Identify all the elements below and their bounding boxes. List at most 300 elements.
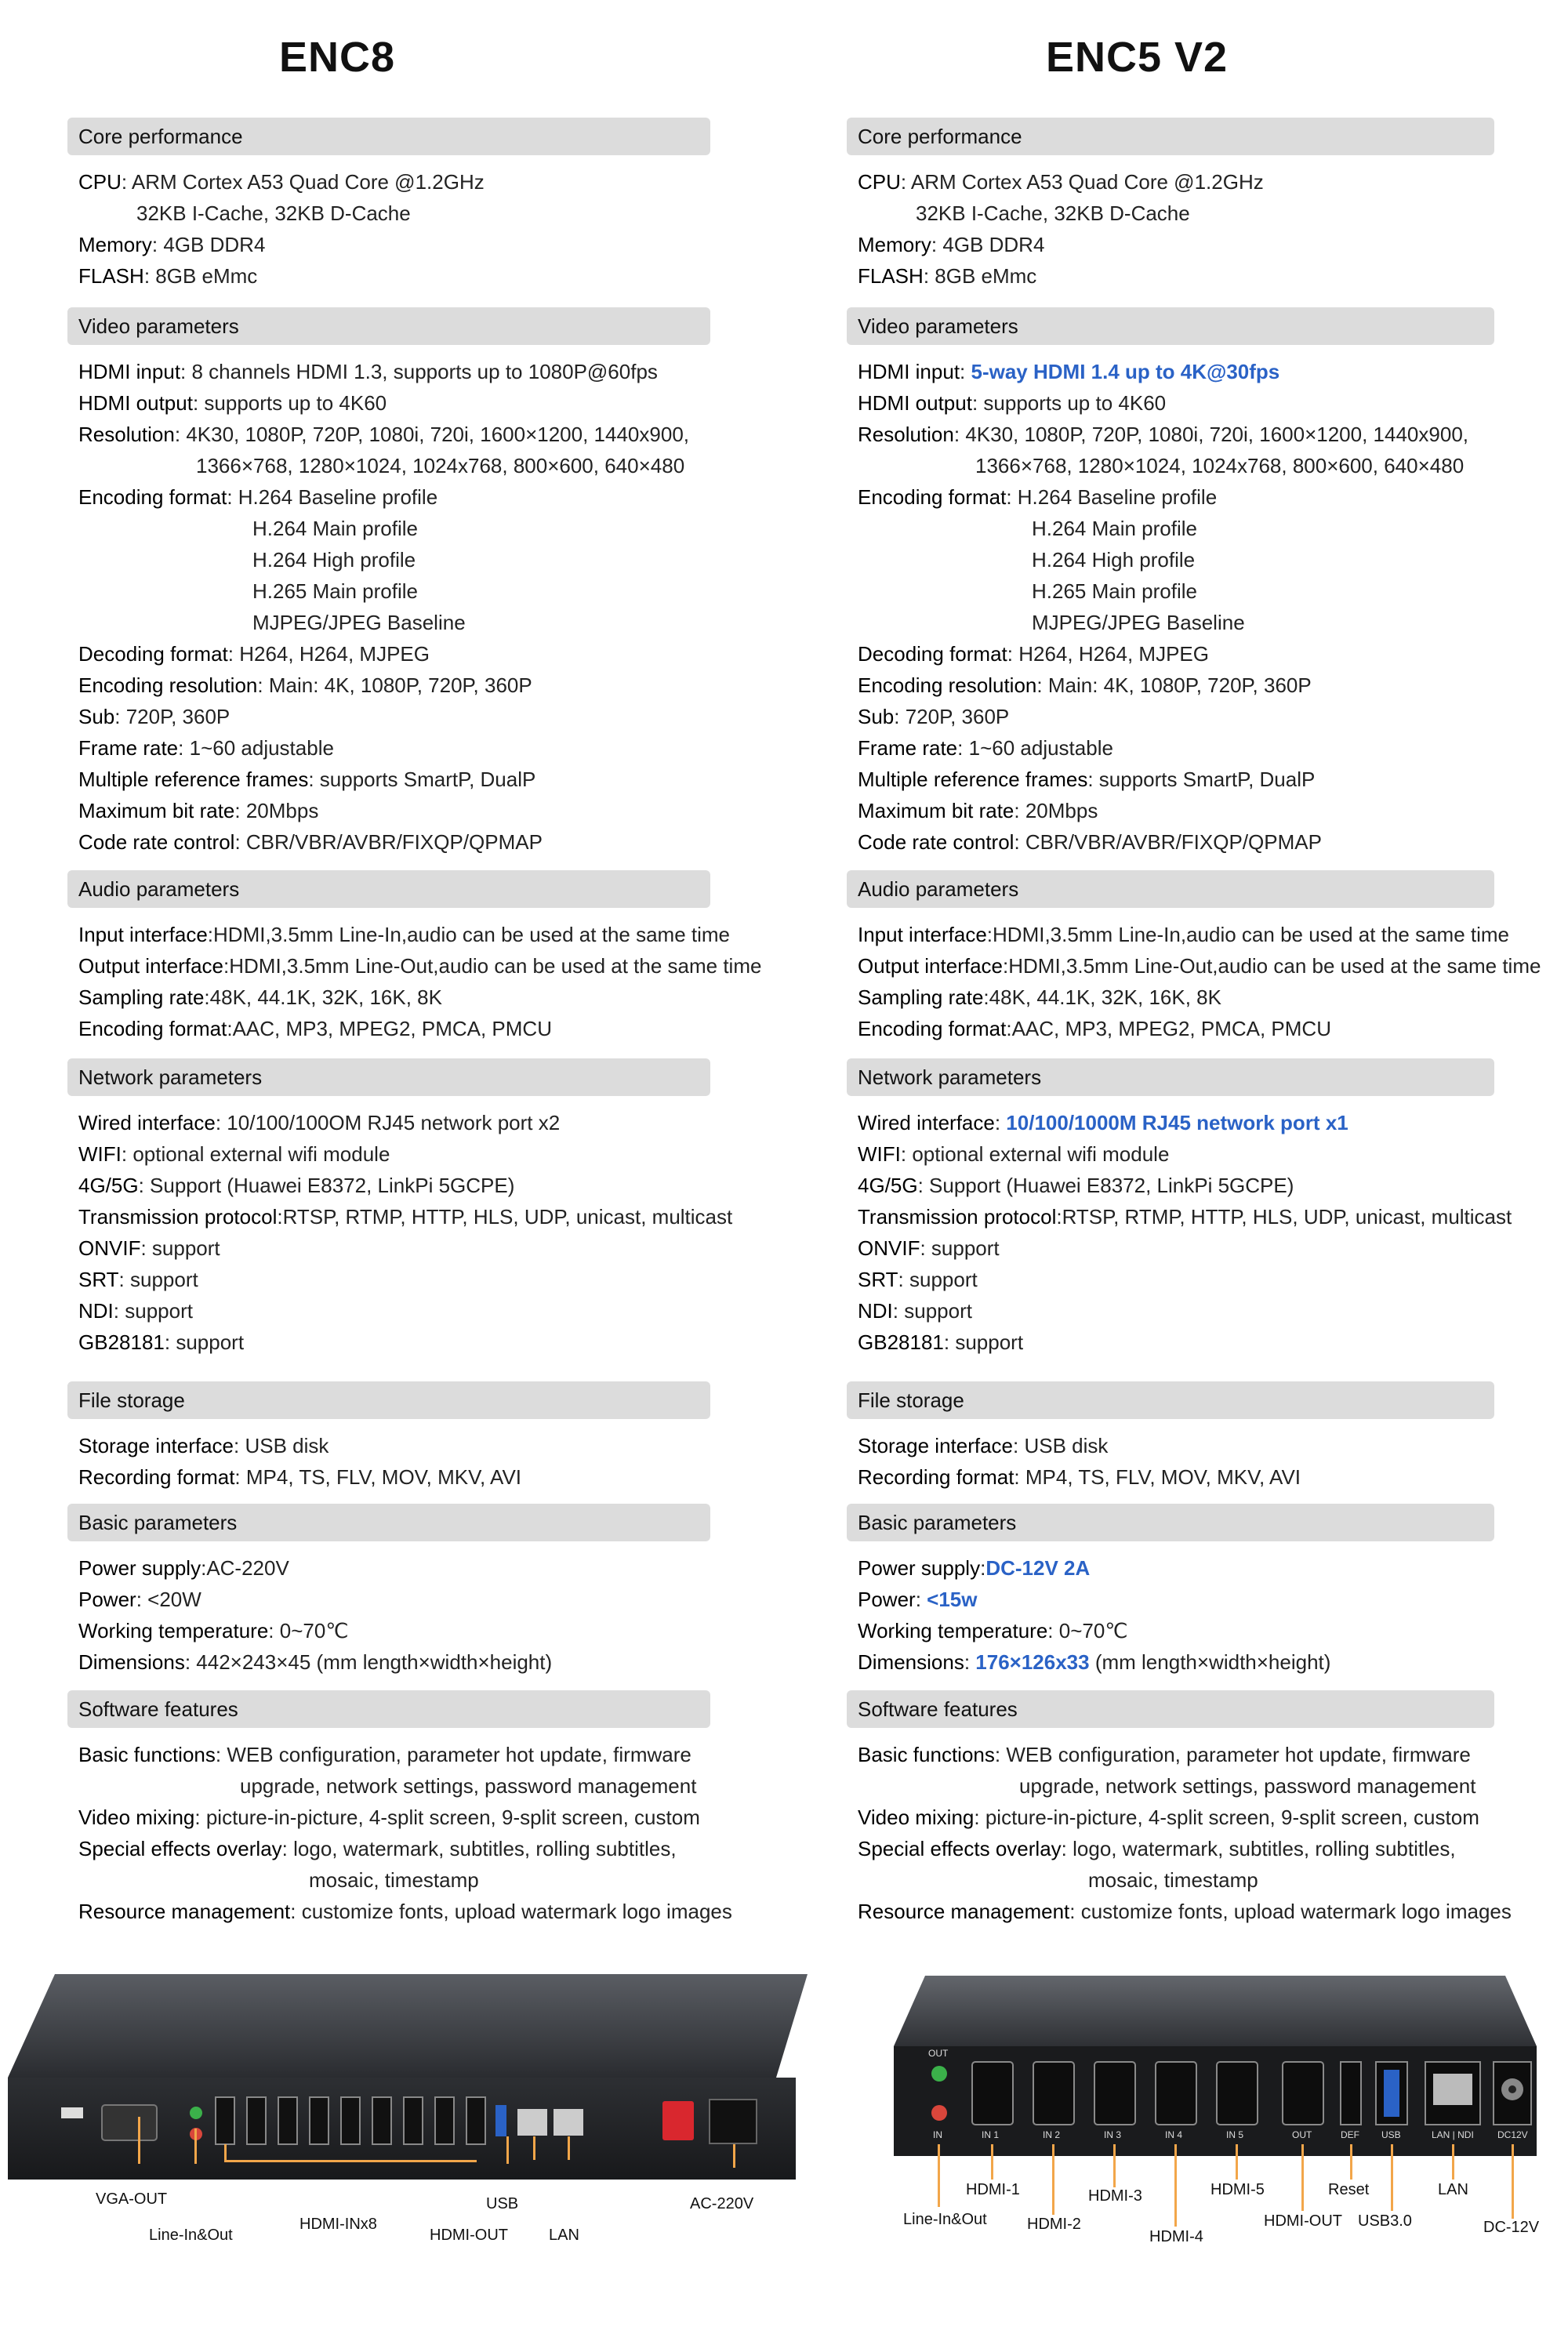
spec-value: mosaic, timestamp bbox=[1088, 1868, 1258, 1892]
spec-value: customize fonts, upload watermark logo images bbox=[1080, 1900, 1512, 1923]
hdmi-out-label: HDMI-OUT bbox=[1264, 2212, 1342, 2230]
spec-separator: : bbox=[227, 642, 240, 666]
spec-separator: : bbox=[257, 673, 269, 697]
spec-separator: : bbox=[953, 423, 966, 446]
spec-separator: : bbox=[1014, 830, 1025, 854]
spec-separator: : bbox=[184, 1650, 197, 1674]
spec-key: Frame rate bbox=[78, 736, 179, 760]
spec-row bbox=[78, 1170, 732, 1201]
spec-row bbox=[858, 1201, 1512, 1232]
spec-row bbox=[78, 1552, 710, 1584]
spec-separator: : bbox=[915, 1588, 927, 1611]
spec-row bbox=[78, 1107, 732, 1138]
spec-key: Special effects overlay bbox=[858, 1837, 1062, 1860]
spec-key: Encoding format bbox=[858, 1017, 1007, 1040]
spec-row bbox=[78, 795, 710, 826]
spec-row bbox=[858, 919, 1541, 950]
spec-value: 442×243×45 (mm length×width×height) bbox=[196, 1650, 553, 1674]
spec-row bbox=[858, 1739, 1512, 1770]
spec-row bbox=[78, 1833, 732, 1864]
spec-row bbox=[858, 638, 1494, 670]
spec-row bbox=[78, 198, 710, 229]
spec-value: MP4, TS, FLV, MOV, MKV, AVI bbox=[245, 1465, 522, 1489]
spec-value: H264, H264, MJPEG bbox=[1018, 642, 1209, 666]
spec-separator: : bbox=[923, 264, 935, 288]
spec-row bbox=[858, 1430, 1494, 1461]
spec-value: H.264 High profile bbox=[252, 548, 416, 572]
spec-separator: : bbox=[281, 1837, 294, 1860]
spec-key: Wired interface bbox=[858, 1111, 995, 1134]
spec-value: 10/100/1000M RJ45 network port x1 bbox=[1006, 1111, 1348, 1134]
spec-key: Code rate control bbox=[78, 830, 235, 854]
spec-row bbox=[858, 356, 1494, 387]
spec-value: support bbox=[904, 1299, 972, 1323]
spec-row bbox=[78, 1770, 732, 1802]
spec-row bbox=[858, 1615, 1494, 1646]
spec-separator: : bbox=[983, 985, 989, 1009]
section-header: Video parameters bbox=[67, 307, 710, 345]
spec-row bbox=[858, 950, 1541, 982]
spec-value: support bbox=[151, 1236, 220, 1260]
spec-value: 1366×768, 1280×1024, 1024x768, 800×600, 640×480 bbox=[196, 454, 685, 477]
spec-value: H.265 Main profile bbox=[1032, 579, 1197, 603]
spec-separator: : bbox=[974, 1806, 985, 1829]
spec-key: Decoding format bbox=[858, 642, 1007, 666]
spec-key: FLASH bbox=[858, 264, 924, 288]
section-header: File storage bbox=[847, 1381, 1494, 1419]
enc5v2-device-image bbox=[784, 1976, 1568, 2274]
spec-row bbox=[858, 1327, 1512, 1358]
panel-usb-label: USB bbox=[1381, 2129, 1401, 2140]
spec-separator: : bbox=[138, 1174, 151, 1197]
spec-separator: : bbox=[174, 423, 187, 446]
spec-value: mosaic, timestamp bbox=[309, 1868, 479, 1892]
spec-separator: : bbox=[1014, 1465, 1025, 1489]
spec-row bbox=[78, 732, 710, 764]
spec-rows bbox=[67, 1107, 732, 1358]
spec-separator: : bbox=[917, 1174, 930, 1197]
spec-row bbox=[78, 544, 710, 575]
spec-separator: : bbox=[892, 1299, 905, 1323]
spec-row bbox=[78, 387, 710, 419]
spec-value: 48K, 44.1K, 32K, 16K, 8K bbox=[209, 985, 442, 1009]
spec-value: HDMI,3.5mm Line-Out,audio can be used at the same time bbox=[229, 954, 762, 978]
spec-separator: : bbox=[207, 923, 214, 946]
spec-row bbox=[78, 1430, 710, 1461]
spec-value: H.265 Main profile bbox=[252, 579, 418, 603]
spec-section bbox=[847, 1058, 1512, 1358]
spec-key: Decoding format bbox=[78, 642, 228, 666]
spec-value: picture-in-picture, 4-split screen, 9-split screen, custom bbox=[985, 1806, 1479, 1829]
spec-separator: : bbox=[114, 705, 126, 728]
spec-separator: : bbox=[194, 1806, 206, 1829]
spec-key: Encoding format bbox=[78, 1017, 227, 1040]
spec-key: Output interface bbox=[858, 954, 1003, 978]
spec-value: HDMI,3.5mm Line-Out,audio can be used at the same time bbox=[1008, 954, 1541, 978]
spec-key: 4G/5G bbox=[858, 1174, 918, 1197]
spec-value: optional external wifi module bbox=[132, 1142, 390, 1166]
spec-value: 0~70℃ bbox=[1058, 1619, 1128, 1642]
spec-row bbox=[858, 1170, 1512, 1201]
spec-value: 8GB eMmc bbox=[155, 264, 258, 288]
spec-row bbox=[858, 1107, 1512, 1138]
spec-separator: : bbox=[1061, 1837, 1073, 1860]
hdmi3-label: HDMI-3 bbox=[1088, 2187, 1142, 2205]
spec-value: 10/100/100OM RJ45 network port x2 bbox=[227, 1111, 561, 1134]
spec-key: Encoding resolution bbox=[78, 673, 258, 697]
spec-key: WIFI bbox=[78, 1142, 122, 1166]
spec-value: MP4, TS, FLV, MOV, MKV, AVI bbox=[1025, 1465, 1301, 1489]
spec-key: GB28181 bbox=[858, 1330, 944, 1354]
spec-value: H.264 Baseline profile bbox=[238, 485, 438, 509]
spec-value: DC-12V 2A bbox=[985, 1556, 1091, 1580]
spec-key: ONVIF bbox=[858, 1236, 920, 1260]
spec-rows bbox=[847, 1552, 1494, 1678]
spec-row bbox=[858, 1552, 1494, 1584]
spec-value: 720P, 360P bbox=[125, 705, 230, 728]
panel-out2-label: OUT bbox=[1292, 2129, 1312, 2140]
spec-key: Recording format bbox=[78, 1465, 235, 1489]
spec-key: Basic functions bbox=[858, 1743, 995, 1766]
spec-value: 720P, 360P bbox=[905, 705, 1010, 728]
spec-key: Transmission protocol bbox=[858, 1205, 1057, 1229]
spec-separator: : bbox=[960, 360, 971, 383]
spec-separator: : bbox=[234, 1465, 246, 1489]
spec-value: supports SmartP, DualP bbox=[319, 768, 536, 791]
spec-separator: : bbox=[121, 1142, 133, 1166]
usb-label: USB bbox=[486, 2195, 519, 2212]
spec-value: HDMI,3.5mm Line-In,audio can be used at the same time bbox=[213, 923, 731, 946]
spec-separator: : bbox=[943, 1330, 956, 1354]
spec-value: support bbox=[931, 1236, 1000, 1260]
spec-row bbox=[858, 166, 1494, 198]
spec-row bbox=[78, 1264, 732, 1295]
section-header: Audio parameters bbox=[847, 870, 1494, 908]
spec-separator: : bbox=[1007, 642, 1019, 666]
spec-row bbox=[858, 701, 1494, 732]
spec-separator: : bbox=[215, 1111, 227, 1134]
spec-row bbox=[858, 982, 1541, 1013]
spec-separator: : bbox=[308, 768, 320, 791]
spec-value: 32KB I-Cache, 32KB D-Cache bbox=[916, 201, 1190, 225]
section-header: Software features bbox=[67, 1690, 710, 1728]
spec-key: NDI bbox=[858, 1299, 893, 1323]
spec-row bbox=[78, 481, 710, 513]
spec-section bbox=[847, 1690, 1512, 1927]
spec-separator: : bbox=[898, 1268, 909, 1291]
spec-row bbox=[78, 419, 710, 450]
spec-row bbox=[858, 229, 1494, 260]
spec-value: USB disk bbox=[245, 1434, 329, 1457]
spec-separator: : bbox=[234, 1434, 245, 1457]
spec-value: Main: 4K, 1080P, 720P, 360P bbox=[268, 673, 532, 697]
panel-dc12-label: DC12V bbox=[1497, 2129, 1528, 2140]
spec-value: 176×126x33 bbox=[975, 1650, 1090, 1674]
spec-row bbox=[78, 764, 710, 795]
section-header: Basic parameters bbox=[67, 1504, 710, 1541]
spec-rows bbox=[67, 356, 710, 858]
spec-separator: : bbox=[994, 1111, 1007, 1134]
spec-row bbox=[78, 513, 710, 544]
spec-separator: : bbox=[971, 391, 984, 415]
spec-row bbox=[858, 513, 1494, 544]
spec-row bbox=[78, 950, 761, 982]
spec-separator: : bbox=[900, 170, 911, 194]
spec-key: Power supply bbox=[78, 1556, 201, 1580]
spec-key: Code rate control bbox=[858, 830, 1014, 854]
hdmi5-label: HDMI-5 bbox=[1210, 2181, 1265, 2198]
spec-section bbox=[67, 118, 710, 292]
spec-value: MJPEG/JPEG Baseline bbox=[1032, 611, 1245, 634]
spec-key: Power bbox=[78, 1588, 136, 1611]
panel-out-label: OUT bbox=[928, 2048, 949, 2059]
spec-key: CPU bbox=[78, 170, 122, 194]
usb3-label: USB3.0 bbox=[1358, 2212, 1412, 2230]
spec-row bbox=[78, 1013, 761, 1044]
spec-separator: : bbox=[900, 1142, 913, 1166]
spec-row bbox=[78, 1802, 732, 1833]
spec-row bbox=[858, 1770, 1512, 1802]
spec-key: Transmission protocol bbox=[78, 1205, 278, 1229]
spec-key: Frame rate bbox=[858, 736, 958, 760]
spec-row bbox=[858, 1232, 1512, 1264]
spec-value: 1366×768, 1280×1024, 1024x768, 800×600, 640×480 bbox=[975, 454, 1465, 477]
spec-value: HDMI,3.5mm Line-In,audio can be used at the same time bbox=[993, 923, 1510, 946]
spec-value: WEB configuration, parameter hot update, firmware bbox=[1006, 1743, 1471, 1766]
enc5v2-rear-panel bbox=[784, 1976, 1568, 2172]
spec-key: Special effects overlay bbox=[78, 1837, 282, 1860]
spec-separator: : bbox=[980, 1556, 986, 1580]
spec-separator: : bbox=[957, 736, 969, 760]
spec-row bbox=[858, 1802, 1512, 1833]
spec-key: Working temperature bbox=[858, 1619, 1048, 1642]
spec-section bbox=[67, 307, 710, 858]
spec-row bbox=[858, 419, 1494, 450]
section-header: Audio parameters bbox=[67, 870, 710, 908]
spec-rows bbox=[847, 919, 1541, 1044]
spec-key: Power supply bbox=[858, 1556, 981, 1580]
panel-in3-label: IN 3 bbox=[1104, 2129, 1122, 2140]
spec-row bbox=[78, 607, 710, 638]
spec-key: ONVIF bbox=[78, 1236, 141, 1260]
section-header: Video parameters bbox=[847, 307, 1494, 345]
spec-key: 4G/5G bbox=[78, 1174, 139, 1197]
spec-key: GB28181 bbox=[78, 1330, 165, 1354]
spec-key: Storage interface bbox=[858, 1434, 1014, 1457]
spec-key: Video mixing bbox=[78, 1806, 195, 1829]
spec-key: Working temperature bbox=[78, 1619, 269, 1642]
spec-value: 1~60 adjustable bbox=[189, 736, 334, 760]
panel-in4-label: IN 4 bbox=[1165, 2129, 1183, 2140]
spec-key: Wired interface bbox=[78, 1111, 216, 1134]
spec-value: customize fonts, upload watermark logo images bbox=[301, 1900, 732, 1923]
spec-value: 48K, 44.1K, 32K, 16K, 8K bbox=[989, 985, 1221, 1009]
spec-key: Dimensions bbox=[78, 1650, 185, 1674]
spec-value: 20Mbps bbox=[1025, 799, 1098, 822]
spec-separator: : bbox=[920, 1236, 931, 1260]
spec-separator: : bbox=[1036, 673, 1048, 697]
spec-key: Dimensions bbox=[858, 1650, 964, 1674]
spec-key: Resource management bbox=[78, 1900, 291, 1923]
spec-key: HDMI output bbox=[858, 391, 972, 415]
spec-separator: : bbox=[268, 1619, 280, 1642]
panel-in1-label: IN 1 bbox=[982, 2129, 1000, 2140]
spec-rows bbox=[67, 1430, 710, 1493]
spec-key: Sampling rate bbox=[78, 985, 205, 1009]
spec-row bbox=[78, 166, 710, 198]
spec-key: Sub bbox=[858, 705, 895, 728]
spec-value: ARM Cortex A53 Quad Core @1.2GHz bbox=[910, 170, 1264, 194]
spec-value: optional external wifi module bbox=[912, 1142, 1170, 1166]
reset-label: Reset bbox=[1328, 2181, 1370, 2198]
spec-value: AAC, MP3, MPEG2, PMCA, PMCU bbox=[232, 1017, 552, 1040]
line-in-out-label: Line-In&Out bbox=[149, 2227, 233, 2244]
spec-value: 0~70℃ bbox=[279, 1619, 349, 1642]
spec-value: 1~60 adjustable bbox=[968, 736, 1113, 760]
spec-value: 8GB eMmc bbox=[935, 264, 1037, 288]
spec-value: AAC, MP3, MPEG2, PMCA, PMCU bbox=[1011, 1017, 1331, 1040]
spec-row bbox=[78, 1864, 732, 1896]
spec-value: upgrade, network settings, password management bbox=[240, 1774, 697, 1798]
section-header: Core performance bbox=[67, 118, 710, 155]
spec-row bbox=[858, 1833, 1512, 1864]
spec-key: Memory bbox=[858, 233, 931, 256]
spec-separator: : bbox=[136, 1588, 148, 1611]
spec-value: 4GB DDR4 bbox=[942, 233, 1045, 256]
spec-row bbox=[78, 1138, 732, 1170]
spec-section bbox=[847, 118, 1494, 292]
spec-row bbox=[78, 638, 710, 670]
spec-value: H.264 Main profile bbox=[1032, 517, 1197, 540]
spec-value: ARM Cortex A53 Quad Core @1.2GHz bbox=[131, 170, 485, 194]
spec-rows bbox=[847, 1107, 1512, 1358]
spec-key: Maximum bit rate bbox=[78, 799, 235, 822]
spec-row bbox=[858, 1584, 1494, 1615]
spec-separator: : bbox=[277, 1205, 283, 1229]
spec-separator: : bbox=[1013, 1434, 1025, 1457]
spec-key: SRT bbox=[858, 1268, 898, 1291]
spec-row bbox=[78, 1896, 732, 1927]
spec-key: Video mixing bbox=[858, 1806, 975, 1829]
spec-row bbox=[78, 229, 710, 260]
spec-value: RTSP, RTMP, HTTP, HLS, UDP, unicast, multicast bbox=[282, 1205, 733, 1229]
spec-value: upgrade, network settings, password management bbox=[1019, 1774, 1476, 1798]
spec-value: supports up to 4K60 bbox=[983, 391, 1167, 415]
spec-rows bbox=[847, 1739, 1512, 1927]
spec-value: MJPEG/JPEG Baseline bbox=[252, 611, 466, 634]
spec-row bbox=[858, 607, 1494, 638]
spec-separator: : bbox=[201, 1556, 207, 1580]
spec-row bbox=[78, 260, 710, 292]
spec-separator: : bbox=[1047, 1619, 1059, 1642]
spec-key: CPU bbox=[858, 170, 901, 194]
spec-separator: : bbox=[1014, 799, 1025, 822]
section-header: Core performance bbox=[847, 118, 1494, 155]
spec-row bbox=[858, 795, 1494, 826]
spec-value: H264, H264, MJPEG bbox=[239, 642, 430, 666]
spec-key: Resolution bbox=[858, 423, 954, 446]
spec-value: support bbox=[125, 1299, 193, 1323]
model-title: ENC8 bbox=[278, 34, 396, 81]
spec-row bbox=[78, 1584, 710, 1615]
spec-row bbox=[858, 1264, 1512, 1295]
spec-separator: : bbox=[151, 233, 164, 256]
spec-key: Multiple reference frames bbox=[78, 768, 309, 791]
spec-row bbox=[78, 982, 761, 1013]
spec-value: AC-220V bbox=[206, 1556, 289, 1580]
spec-value: H.264 High profile bbox=[1032, 548, 1196, 572]
section-header: Network parameters bbox=[847, 1058, 1494, 1096]
spec-section bbox=[67, 1690, 732, 1927]
spec-value: 8 channels HDMI 1.3, supports up to 1080P@60fps bbox=[191, 360, 658, 383]
spec-row bbox=[858, 1646, 1494, 1678]
hdmi4-label: HDMI-4 bbox=[1149, 2228, 1203, 2245]
panel-in-label: IN bbox=[933, 2129, 942, 2140]
spec-row bbox=[78, 1646, 710, 1678]
spec-separator: : bbox=[1003, 954, 1009, 978]
spec-row bbox=[78, 1461, 710, 1493]
spec-value: 4K30, 1080P, 720P, 1080i, 720i, 1600×1200, 1440x900, bbox=[186, 423, 689, 446]
spec-key: Input interface bbox=[858, 923, 987, 946]
section-header: File storage bbox=[67, 1381, 710, 1419]
spec-key: Resource management bbox=[858, 1900, 1070, 1923]
spec-value: <15w bbox=[927, 1588, 978, 1611]
spec-key: HDMI input bbox=[78, 360, 181, 383]
spec-key: Resolution bbox=[78, 423, 175, 446]
line-in-out-label: Line-In&Out bbox=[903, 2211, 987, 2228]
spec-row bbox=[78, 1615, 710, 1646]
spec-value: supports up to 4K60 bbox=[204, 391, 387, 415]
spec-separator: : bbox=[227, 1017, 233, 1040]
spec-section bbox=[847, 1504, 1494, 1678]
spec-section bbox=[67, 1504, 710, 1678]
spec-row bbox=[78, 1327, 732, 1358]
spec-section bbox=[67, 870, 761, 1044]
spec-key: FLASH bbox=[78, 264, 144, 288]
spec-row bbox=[858, 387, 1494, 419]
spec-separator: : bbox=[1087, 768, 1099, 791]
spec-row bbox=[858, 732, 1494, 764]
spec-row bbox=[858, 481, 1494, 513]
model-title: ENC5 V2 bbox=[1045, 34, 1229, 81]
spec-section bbox=[67, 1058, 732, 1358]
spec-separator: : bbox=[227, 485, 238, 509]
spec-key: Power bbox=[858, 1588, 916, 1611]
spec-separator: : bbox=[113, 1299, 125, 1323]
spec-value: 4GB DDR4 bbox=[163, 233, 266, 256]
spec-row bbox=[858, 1864, 1512, 1896]
spec-key: Storage interface bbox=[78, 1434, 234, 1457]
spec-separator: : bbox=[234, 830, 246, 854]
spec-separator: : bbox=[964, 1650, 976, 1674]
spec-key: Input interface bbox=[78, 923, 208, 946]
spec-separator: : bbox=[204, 985, 210, 1009]
panel-lan-ndi-label: LAN | NDI bbox=[1432, 2129, 1474, 2140]
spec-value: H.264 Baseline profile bbox=[1017, 485, 1218, 509]
spec-value: support bbox=[176, 1330, 245, 1354]
spec-separator: : bbox=[164, 1330, 176, 1354]
spec-row bbox=[858, 544, 1494, 575]
section-header: Basic parameters bbox=[847, 1504, 1494, 1541]
hdmi1-label: HDMI-1 bbox=[966, 2181, 1020, 2198]
spec-rows bbox=[67, 166, 710, 292]
spec-row bbox=[858, 1138, 1512, 1170]
spec-row bbox=[78, 450, 710, 481]
spec-rows bbox=[67, 1739, 732, 1927]
spec-row bbox=[78, 1295, 732, 1327]
lan-label: LAN bbox=[549, 2227, 579, 2244]
spec-row bbox=[858, 260, 1494, 292]
